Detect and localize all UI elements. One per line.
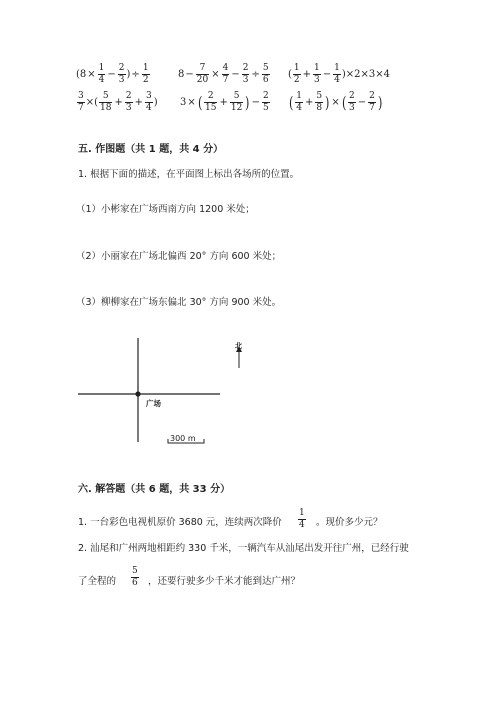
expr-op: −: [357, 96, 367, 108]
denominator: 7: [78, 103, 84, 113]
expression-2: [178, 64, 271, 85]
fraction: [262, 64, 270, 85]
fraction: [125, 92, 133, 113]
map-diagram: [70, 335, 270, 450]
question-2-fraction: [130, 567, 140, 588]
fraction: [230, 92, 243, 113]
expr-op: ÷: [131, 68, 140, 80]
fraction: [333, 64, 341, 85]
fraction: [204, 92, 217, 113]
expression-3: [288, 64, 390, 85]
question-item: （3）柳柳家在广场东偏北 30° 方向 900 米处。: [76, 297, 282, 308]
denominator: 4: [98, 75, 105, 85]
numerator: 2: [125, 91, 132, 101]
square-point: [135, 391, 140, 396]
denominator: 3: [314, 75, 320, 85]
question-text: 1. 根据下面的描述，在平面图上标出各场所的位置。: [78, 169, 300, 180]
expr-text: ×(: [85, 96, 99, 108]
numerator: 2: [118, 63, 125, 73]
fraction: [313, 64, 321, 85]
north-label: 北: [235, 342, 242, 350]
paren-right: ): [325, 92, 330, 112]
denominator: 6: [262, 75, 269, 85]
expr-op: ×: [187, 96, 196, 108]
paren-right: ): [245, 92, 250, 112]
expr-text: ): [153, 96, 158, 108]
question-2-text: 2. 汕尾和广州两地相距约 330 千米，一辆汽车从汕尾出发开往广州，已经行驶: [78, 543, 409, 554]
denominator: 7: [369, 103, 375, 113]
denominator: 4: [299, 520, 305, 530]
paren-left: (: [197, 92, 203, 112]
expr-op: ×: [211, 68, 220, 80]
numerator: 3: [78, 91, 84, 101]
numerator: 1: [299, 508, 305, 518]
expr-text: (8: [76, 68, 87, 80]
question-2-text-cont: 了全程的: [78, 576, 117, 587]
denominator: 5: [262, 103, 269, 113]
expr-op: −: [185, 68, 194, 80]
expr-text: ): [341, 68, 346, 80]
paren-left: (: [288, 92, 294, 112]
expr-op: ×: [331, 96, 340, 108]
square-label: 广场: [146, 399, 161, 408]
fraction: [242, 64, 250, 85]
fraction: [142, 64, 150, 85]
expr-op: +: [304, 96, 314, 108]
denominator: 3: [349, 103, 355, 113]
fraction: [315, 92, 323, 113]
question-1-text-end: 。现价多少元？: [316, 517, 383, 528]
fraction: [118, 64, 126, 85]
expr-text: ×2×3×4: [345, 68, 391, 80]
question-2-text-end: ，还要行驶多少千米才能到达广州？: [148, 576, 301, 587]
expr-op: −: [251, 96, 260, 108]
question-1-fraction: [297, 509, 307, 530]
numerator: 2: [242, 63, 249, 73]
question-item: （1）小彬家在广场西南方向 1200 米处；: [76, 204, 255, 215]
expr-text: (: [288, 68, 292, 80]
denominator: 3: [118, 75, 125, 85]
fraction: [298, 509, 306, 530]
numerator: 2: [349, 91, 355, 101]
denominator: 3: [125, 103, 132, 113]
expr-op: ×: [87, 68, 96, 80]
numerator: 1: [293, 63, 300, 73]
fraction: [293, 64, 301, 85]
fraction: [77, 92, 85, 113]
numerator: 1: [142, 63, 149, 73]
section-6-title: 六. 解答题（共 6 题，共 33 分）: [78, 484, 231, 495]
numerator: 5: [102, 91, 109, 101]
denominator: 4: [334, 75, 340, 85]
expression-6: [288, 92, 383, 113]
expr-op: +: [134, 96, 143, 108]
denominator: 20: [196, 75, 209, 85]
denominator: 8: [316, 103, 323, 113]
numerator: 1: [314, 63, 320, 73]
question-1-text: 1. 一台彩色电视机原价 3680 元，连续两次降价: [78, 517, 282, 528]
paren-right: ): [377, 92, 383, 112]
expr-op: −: [231, 68, 240, 80]
fraction: [196, 64, 209, 85]
expr-op: +: [219, 96, 228, 108]
expr-op: ÷: [251, 68, 260, 80]
fraction: [98, 64, 106, 85]
denominator: 12: [230, 103, 243, 113]
fraction: [131, 567, 139, 588]
fraction: [222, 64, 230, 85]
numerator: 5: [316, 91, 323, 101]
fraction: [145, 92, 153, 113]
numerator: 7: [199, 63, 206, 73]
scale-label: 300 m: [170, 434, 196, 443]
expression-5: [180, 92, 271, 113]
denominator: 2: [293, 75, 300, 85]
expr-op: −: [322, 68, 332, 80]
numerator: 5: [262, 63, 269, 73]
numerator: 5: [132, 566, 138, 576]
denominator: 7: [222, 75, 229, 85]
fraction: [99, 92, 112, 113]
expression-4: [76, 92, 158, 113]
numerator: 5: [233, 91, 240, 101]
denominator: 6: [132, 578, 138, 588]
expr-text: 3: [180, 96, 187, 108]
expr-op: −: [107, 68, 116, 80]
fraction: [368, 92, 376, 113]
numerator: 1: [98, 63, 105, 73]
numerator: 2: [207, 91, 214, 101]
expr-op: +: [302, 68, 312, 80]
fraction: [295, 92, 303, 113]
paren-left: (: [341, 92, 347, 112]
question-item: （2）小丽家在广场北偏西 20° 方向 600 米处；: [76, 251, 282, 262]
numerator: 3: [145, 91, 152, 101]
denominator: 3: [242, 75, 249, 85]
numerator: 4: [222, 63, 229, 73]
fraction: [348, 92, 356, 113]
denominator: 4: [296, 103, 302, 113]
numerator: 1: [296, 91, 302, 101]
numerator: 2: [369, 91, 375, 101]
denominator: 4: [145, 103, 152, 113]
numerator: 2: [262, 91, 269, 101]
denominator: 18: [100, 103, 112, 113]
expr-text: ): [126, 68, 131, 80]
expression-1: [76, 64, 151, 85]
fraction: [262, 92, 270, 113]
numerator: 1: [334, 63, 340, 73]
expr-text: 8: [178, 68, 185, 80]
section-5-title: 五. 作图题（共 1 题，共 4 分）: [78, 144, 224, 155]
denominator: 15: [205, 103, 217, 113]
denominator: 2: [142, 75, 149, 85]
expr-op: +: [114, 96, 123, 108]
